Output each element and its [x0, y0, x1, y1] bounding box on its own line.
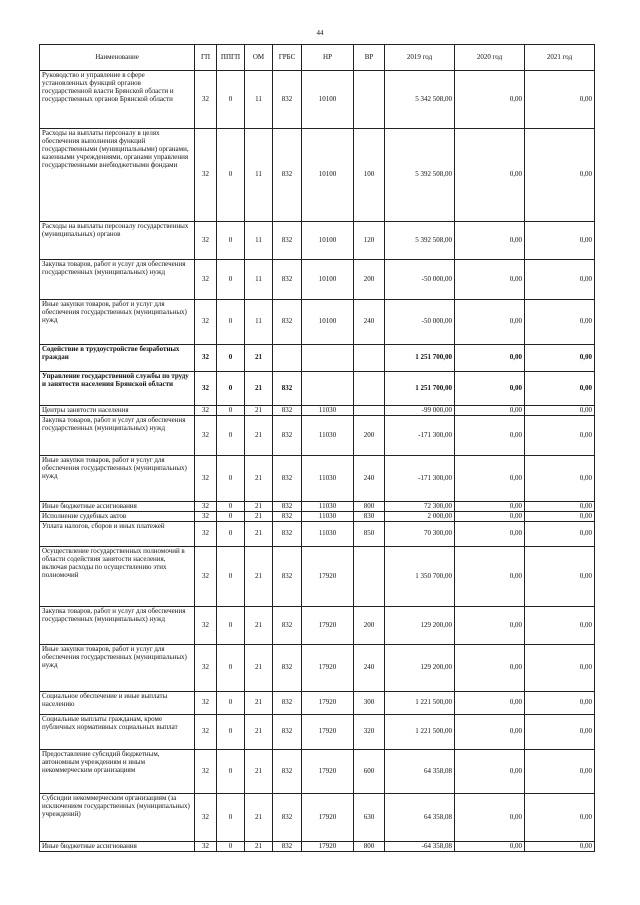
cell-grbs: 832 — [273, 502, 302, 512]
cell-nr: 17920 — [302, 607, 354, 645]
cell-om: 21 — [245, 842, 273, 852]
cell-2021: 0,00 — [525, 645, 595, 692]
table-header-row — [40, 45, 595, 71]
cell-2020: 0,00 — [455, 372, 525, 406]
cell-gp: 32 — [195, 260, 217, 300]
cell-nr — [302, 372, 354, 406]
cell-gp: 32 — [195, 750, 217, 794]
cell-om: 21 — [245, 715, 273, 750]
table-row — [40, 715, 595, 750]
cell-name: Социальные выплаты гражданам, кроме публичных нормативных социальных выплат — [40, 715, 195, 750]
cell-om: 21 — [245, 502, 273, 512]
cell-2019: -171 300,00 — [385, 456, 455, 502]
header-grbs: ГРБС — [273, 45, 302, 71]
cell-grbs: 832 — [273, 692, 302, 715]
cell-2021: 0,00 — [525, 715, 595, 750]
cell-om: 11 — [245, 222, 273, 260]
cell-2020: 0,00 — [455, 222, 525, 260]
cell-2021: 0,00 — [525, 129, 595, 222]
cell-ppgp: 0 — [217, 512, 245, 522]
cell-ppgp: 0 — [217, 715, 245, 750]
cell-om: 21 — [245, 512, 273, 522]
cell-2019: -99 000,00 — [385, 406, 455, 416]
cell-name: Осуществление государственных полномочий в области содействия занятости населения, включая расходы по осуществлению этих полномочий — [40, 547, 195, 607]
cell-vr: 200 — [354, 260, 385, 300]
cell-2019: 129 200,00 — [385, 607, 455, 645]
cell-2019: 64 358,08 — [385, 750, 455, 794]
cell-ppgp: 0 — [217, 645, 245, 692]
cell-2019: 5 342 508,00 — [385, 71, 455, 129]
cell-om: 21 — [245, 547, 273, 607]
cell-vr: 240 — [354, 645, 385, 692]
cell-grbs: 832 — [273, 794, 302, 842]
cell-gp: 32 — [195, 406, 217, 416]
cell-2019: 1 251 700,00 — [385, 345, 455, 372]
cell-gp: 32 — [195, 512, 217, 522]
cell-ppgp: 0 — [217, 372, 245, 406]
cell-grbs: 832 — [273, 522, 302, 547]
cell-name: Закупка товаров, работ и услуг для обеспечения государственных (муниципальных) нужд — [40, 607, 195, 645]
cell-2021: 0,00 — [525, 71, 595, 129]
cell-nr: 10100 — [302, 129, 354, 222]
cell-nr: 17920 — [302, 692, 354, 715]
cell-2019: 5 392 508,00 — [385, 222, 455, 260]
table-row — [40, 260, 595, 300]
cell-name: Закупка товаров, работ и услуг для обеспечения государственных (муниципальных) нужд — [40, 260, 195, 300]
cell-gp: 32 — [195, 692, 217, 715]
table-row — [40, 300, 595, 345]
cell-vr: 630 — [354, 794, 385, 842]
cell-gp: 32 — [195, 794, 217, 842]
table-row — [40, 512, 595, 522]
cell-2019: 129 200,00 — [385, 645, 455, 692]
cell-ppgp: 0 — [217, 502, 245, 512]
table-row — [40, 645, 595, 692]
cell-2020: 0,00 — [455, 502, 525, 512]
cell-2019: 1 251 700,00 — [385, 372, 455, 406]
cell-2019: 1 350 700,00 — [385, 547, 455, 607]
cell-gp: 32 — [195, 547, 217, 607]
cell-grbs: 832 — [273, 222, 302, 260]
cell-2021: 0,00 — [525, 607, 595, 645]
cell-om: 11 — [245, 71, 273, 129]
cell-gp: 32 — [195, 502, 217, 512]
table-row — [40, 345, 595, 372]
cell-vr: 100 — [354, 129, 385, 222]
cell-2020: 0,00 — [455, 842, 525, 852]
cell-name: Закупка товаров, работ и услуг для обеспечения государственных (муниципальных) нужд — [40, 416, 195, 456]
cell-gp: 32 — [195, 522, 217, 547]
cell-nr: 10100 — [302, 300, 354, 345]
cell-om: 21 — [245, 416, 273, 456]
cell-gp: 32 — [195, 607, 217, 645]
cell-nr: 11030 — [302, 502, 354, 512]
cell-nr: 11030 — [302, 456, 354, 502]
cell-ppgp: 0 — [217, 300, 245, 345]
cell-2020: 0,00 — [455, 512, 525, 522]
cell-vr: 320 — [354, 715, 385, 750]
cell-name: Расходы на выплаты персоналу в целях обеспечения выполнения функций государственными (муниципальными) органами, казенными учреждениями, органами управления государственными внебюджетными фондами — [40, 129, 195, 222]
header-nr: НР — [302, 45, 354, 71]
cell-ppgp: 0 — [217, 456, 245, 502]
table-row — [40, 502, 595, 512]
cell-grbs — [273, 345, 302, 372]
cell-vr — [354, 71, 385, 129]
cell-ppgp: 0 — [217, 547, 245, 607]
cell-ppgp: 0 — [217, 692, 245, 715]
header-name: Наименование — [40, 45, 195, 71]
table-row — [40, 372, 595, 406]
cell-2019: 72 300,00 — [385, 502, 455, 512]
cell-2021: 0,00 — [525, 456, 595, 502]
cell-2019: 70 300,00 — [385, 522, 455, 547]
cell-name: Уплата налогов, сборов и иных платежей — [40, 522, 195, 547]
cell-ppgp: 0 — [217, 222, 245, 260]
cell-om: 21 — [245, 645, 273, 692]
cell-2021: 0,00 — [525, 547, 595, 607]
cell-om: 21 — [245, 372, 273, 406]
cell-2019: 1 221 500,00 — [385, 715, 455, 750]
cell-name: Иные закупки товаров, работ и услуг для обеспечения государственных (муниципальных) нужд — [40, 645, 195, 692]
header-ppgp: ППГП — [217, 45, 245, 71]
cell-vr: 240 — [354, 300, 385, 345]
budget-table — [39, 44, 595, 852]
table-row — [40, 406, 595, 416]
table-row — [40, 607, 595, 645]
cell-2021: 0,00 — [525, 300, 595, 345]
cell-nr — [302, 345, 354, 372]
cell-nr: 17920 — [302, 645, 354, 692]
cell-om: 21 — [245, 522, 273, 547]
table-row — [40, 522, 595, 547]
cell-vr — [354, 372, 385, 406]
header-om: ОМ — [245, 45, 273, 71]
table-row — [40, 71, 595, 129]
cell-grbs: 832 — [273, 129, 302, 222]
cell-name: Исполнение судебных актов — [40, 512, 195, 522]
cell-om: 21 — [245, 750, 273, 794]
cell-grbs: 832 — [273, 512, 302, 522]
cell-vr: 300 — [354, 692, 385, 715]
cell-2019: -64 358,08 — [385, 842, 455, 852]
cell-name: Иные закупки товаров, работ и услуг для обеспечения государственных (муниципальных) нужд — [40, 456, 195, 502]
header-gp: ГП — [195, 45, 217, 71]
cell-2021: 0,00 — [525, 260, 595, 300]
table-row — [40, 129, 595, 222]
cell-2020: 0,00 — [455, 345, 525, 372]
cell-vr: 120 — [354, 222, 385, 260]
header-vr: ВР — [354, 45, 385, 71]
cell-2019: -50 000,00 — [385, 260, 455, 300]
cell-ppgp: 0 — [217, 842, 245, 852]
cell-name: Расходы на выплаты персоналу государственных (муниципальных) органов — [40, 222, 195, 260]
cell-vr: 600 — [354, 750, 385, 794]
cell-gp: 32 — [195, 129, 217, 222]
cell-2020: 0,00 — [455, 406, 525, 416]
cell-gp: 32 — [195, 71, 217, 129]
cell-gp: 32 — [195, 645, 217, 692]
cell-nr: 10100 — [302, 71, 354, 129]
cell-grbs: 832 — [273, 406, 302, 416]
cell-vr: 800 — [354, 502, 385, 512]
cell-2020: 0,00 — [455, 692, 525, 715]
cell-name: Руководство и управление в сфере установленных функций органов государственной власти Брянской области и государственных органов Брянской области — [40, 71, 195, 129]
cell-om: 21 — [245, 406, 273, 416]
cell-om: 11 — [245, 260, 273, 300]
cell-2020: 0,00 — [455, 607, 525, 645]
cell-ppgp: 0 — [217, 129, 245, 222]
cell-2020: 0,00 — [455, 715, 525, 750]
cell-gp: 32 — [195, 715, 217, 750]
cell-2021: 0,00 — [525, 406, 595, 416]
cell-2020: 0,00 — [455, 522, 525, 547]
cell-nr: 10100 — [302, 222, 354, 260]
cell-2020: 0,00 — [455, 300, 525, 345]
cell-nr: 17920 — [302, 547, 354, 607]
cell-nr: 11030 — [302, 522, 354, 547]
cell-2021: 0,00 — [525, 416, 595, 456]
table-row — [40, 416, 595, 456]
cell-om: 21 — [245, 456, 273, 502]
cell-grbs: 832 — [273, 842, 302, 852]
cell-2020: 0,00 — [455, 750, 525, 794]
cell-grbs: 832 — [273, 547, 302, 607]
cell-grbs: 832 — [273, 456, 302, 502]
cell-2020: 0,00 — [455, 456, 525, 502]
cell-2019: -171 300,00 — [385, 416, 455, 456]
header-2021: 2021 год — [525, 45, 595, 71]
cell-name: Предоставление субсидий бюджетным, автономным учреждениям и иным некоммерческим организациям — [40, 750, 195, 794]
table-row — [40, 692, 595, 715]
cell-2021: 0,00 — [525, 222, 595, 260]
cell-ppgp: 0 — [217, 794, 245, 842]
cell-2019: 64 358,08 — [385, 794, 455, 842]
header-2019: 2019 год — [385, 45, 455, 71]
cell-grbs: 832 — [273, 645, 302, 692]
cell-grbs: 832 — [273, 300, 302, 345]
cell-ppgp: 0 — [217, 522, 245, 547]
page-number: 44 — [316, 29, 324, 37]
cell-om: 11 — [245, 300, 273, 345]
cell-2019: 2 000,00 — [385, 512, 455, 522]
cell-nr: 17920 — [302, 715, 354, 750]
table-row — [40, 456, 595, 502]
cell-gp: 32 — [195, 372, 217, 406]
cell-gp: 32 — [195, 842, 217, 852]
cell-om: 21 — [245, 692, 273, 715]
cell-grbs: 832 — [273, 715, 302, 750]
cell-vr: 800 — [354, 842, 385, 852]
table-row — [40, 794, 595, 842]
cell-nr: 17920 — [302, 842, 354, 852]
cell-2020: 0,00 — [455, 645, 525, 692]
cell-2021: 0,00 — [525, 842, 595, 852]
cell-nr: 11030 — [302, 512, 354, 522]
cell-nr: 10100 — [302, 260, 354, 300]
cell-ppgp: 0 — [217, 71, 245, 129]
cell-2021: 0,00 — [525, 692, 595, 715]
cell-gp: 32 — [195, 222, 217, 260]
cell-vr: 830 — [354, 512, 385, 522]
cell-grbs: 832 — [273, 750, 302, 794]
cell-ppgp: 0 — [217, 750, 245, 794]
cell-2020: 0,00 — [455, 794, 525, 842]
cell-2019: -50 000,00 — [385, 300, 455, 345]
cell-ppgp: 0 — [217, 416, 245, 456]
cell-nr: 11030 — [302, 406, 354, 416]
cell-name: Иные закупки товаров, работ и услуг для обеспечения государственных (муниципальных) нужд — [40, 300, 195, 345]
cell-2020: 0,00 — [455, 260, 525, 300]
cell-gp: 32 — [195, 345, 217, 372]
cell-ppgp: 0 — [217, 406, 245, 416]
cell-om: 11 — [245, 129, 273, 222]
cell-name: Управление государственной службы по труду и занятости населения Брянской области — [40, 372, 195, 406]
cell-ppgp: 0 — [217, 607, 245, 645]
cell-ppgp: 0 — [217, 345, 245, 372]
cell-2019: 5 392 508,00 — [385, 129, 455, 222]
cell-om: 21 — [245, 345, 273, 372]
cell-2021: 0,00 — [525, 345, 595, 372]
cell-vr: 200 — [354, 416, 385, 456]
header-2020: 2020 год — [455, 45, 525, 71]
cell-vr — [354, 345, 385, 372]
cell-vr: 240 — [354, 456, 385, 502]
table-row — [40, 750, 595, 794]
cell-gp: 32 — [195, 416, 217, 456]
cell-grbs: 832 — [273, 416, 302, 456]
cell-grbs: 832 — [273, 260, 302, 300]
cell-vr — [354, 547, 385, 607]
cell-name: Иные бюджетные ассигнования — [40, 502, 195, 512]
cell-ppgp: 0 — [217, 260, 245, 300]
cell-grbs: 832 — [273, 71, 302, 129]
cell-vr: 200 — [354, 607, 385, 645]
cell-2020: 0,00 — [455, 416, 525, 456]
cell-name: Центры занятости населения — [40, 406, 195, 416]
table-row — [40, 842, 595, 852]
cell-nr: 17920 — [302, 750, 354, 794]
cell-vr — [354, 406, 385, 416]
cell-grbs: 832 — [273, 372, 302, 406]
cell-2019: 1 221 500,00 — [385, 692, 455, 715]
cell-om: 21 — [245, 607, 273, 645]
cell-grbs: 832 — [273, 607, 302, 645]
table-row — [40, 222, 595, 260]
cell-nr: 11030 — [302, 416, 354, 456]
cell-name: Социальное обеспечение и иные выплаты населению — [40, 692, 195, 715]
cell-name: Субсидии некоммерческим организациям (за исключением государственных (муниципальных) учреждений) — [40, 794, 195, 842]
cell-2020: 0,00 — [455, 71, 525, 129]
cell-nr: 17920 — [302, 794, 354, 842]
cell-gp: 32 — [195, 300, 217, 345]
cell-2020: 0,00 — [455, 129, 525, 222]
cell-2021: 0,00 — [525, 372, 595, 406]
table-row — [40, 547, 595, 607]
cell-2021: 0,00 — [525, 522, 595, 547]
cell-name: Иные бюджетные ассигнования — [40, 842, 195, 852]
cell-2021: 0,00 — [525, 794, 595, 842]
cell-2021: 0,00 — [525, 512, 595, 522]
cell-vr: 850 — [354, 522, 385, 547]
cell-om: 21 — [245, 794, 273, 842]
cell-2021: 0,00 — [525, 750, 595, 794]
cell-2021: 0,00 — [525, 502, 595, 512]
cell-name: Содействие в трудоустройстве безработных граждан — [40, 345, 195, 372]
cell-gp: 32 — [195, 456, 217, 502]
table-body — [40, 71, 595, 852]
cell-2020: 0,00 — [455, 547, 525, 607]
